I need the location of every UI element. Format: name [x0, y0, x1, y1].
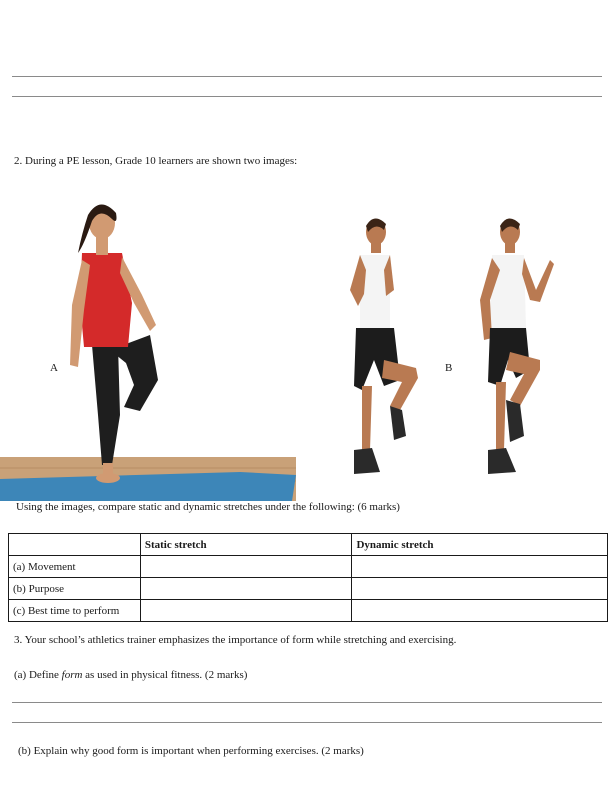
- question-3a: [14, 669, 247, 682]
- static-stretch-image: [0, 185, 296, 501]
- answer-cell[interactable]: [352, 556, 608, 578]
- question-3b: (b) Explain why good form is important when performing exercises. (2 marks): [18, 745, 364, 757]
- table-header-row: [9, 534, 608, 556]
- question-3a-suffix: as used in physical fitness. (2 marks): [82, 669, 248, 681]
- dynamic-stretch-image: [340, 210, 562, 490]
- question-2-intro: 2. During a PE lesson, Grade 10 learners are shown two images:: [14, 155, 298, 167]
- table-row: [9, 600, 608, 622]
- comparison-table: [8, 533, 608, 622]
- row-label: (c) Best time to perform: [9, 600, 141, 622]
- answer-cell[interactable]: [352, 600, 608, 622]
- answer-line: [12, 76, 602, 77]
- answer-cell[interactable]: [140, 556, 352, 578]
- row-label: (b) Purpose: [9, 578, 141, 600]
- high-knee-figure-2: [480, 218, 554, 474]
- high-knee-figure-1: [350, 218, 418, 474]
- answer-cell[interactable]: [352, 578, 608, 600]
- table-header: Dynamic stretch: [352, 534, 608, 556]
- table-header: [9, 534, 141, 556]
- question-3a-term: form: [61, 669, 83, 681]
- answer-line: [12, 96, 602, 97]
- comparison-instruction: Using the images, compare static and dynamic stretches under the following: (6 marks): [16, 501, 400, 513]
- row-label: (a) Movement: [9, 556, 141, 578]
- question-3a-prefix: (a) Define: [14, 669, 62, 681]
- answer-cell[interactable]: [140, 578, 352, 600]
- image-b-label: B: [445, 362, 453, 374]
- question-3-intro: 3. Your school’s athletics trainer emphasizes the importance of form while stretching and exercising.: [14, 634, 457, 646]
- answer-line: [12, 722, 602, 723]
- answer-line: [12, 702, 602, 703]
- image-a-label: A: [50, 362, 58, 374]
- table-row: [9, 578, 608, 600]
- table-row: [9, 556, 608, 578]
- answer-cell[interactable]: [140, 600, 352, 622]
- table-header: Static stretch: [140, 534, 352, 556]
